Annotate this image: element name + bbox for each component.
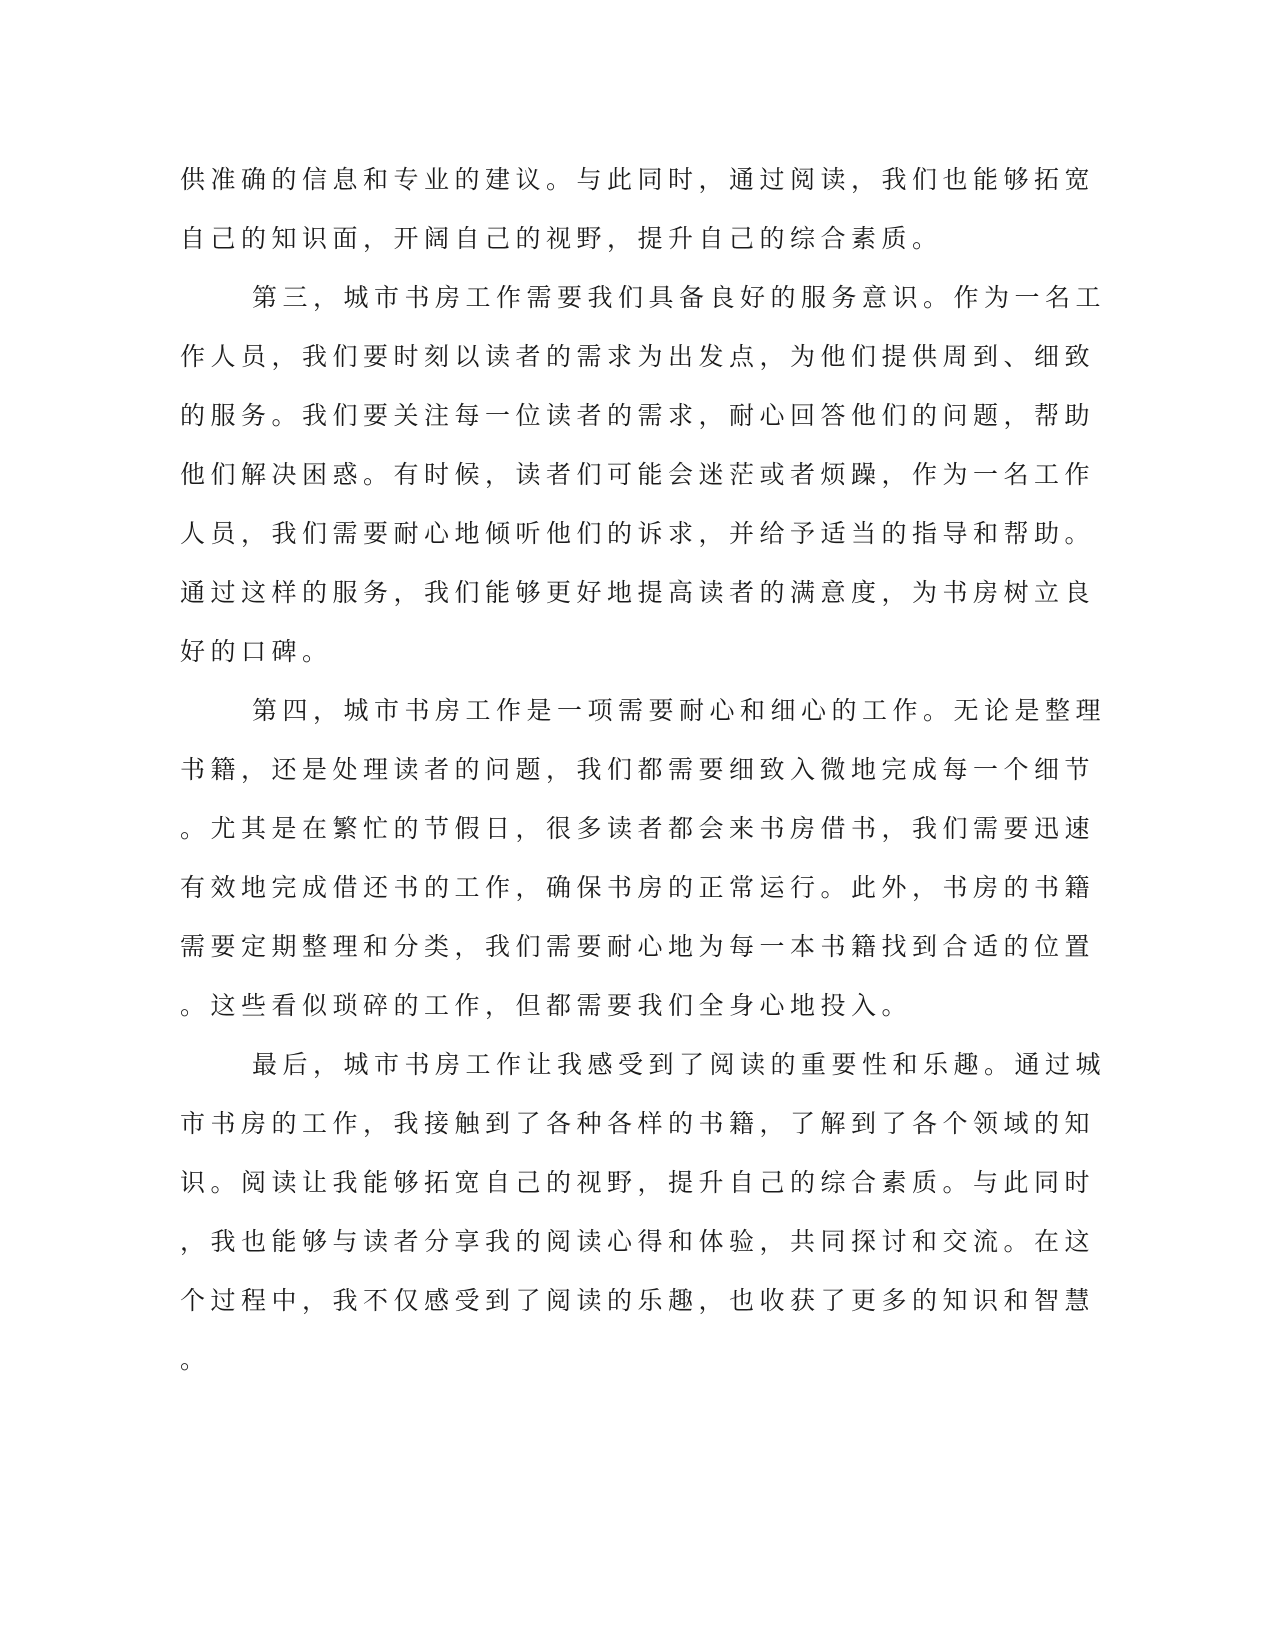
text-line: 自己的知识面，开阔自己的视野，提升自己的综合素质。 [180, 224, 943, 253]
paragraph-first-line: 最后，城市书房工作让我感受到了阅读的重要性和乐趣。通过城 [252, 1050, 1107, 1079]
text-line: ，我也能够与读者分享我的阅读心得和体验，共同探讨和交流。在这 [180, 1227, 1096, 1256]
text-line: 他们解决困惑。有时候，读者们可能会迷茫或者烦躁，作为一名工作 [180, 460, 1096, 489]
paragraph-first-line: 第四，城市书房工作是一项需要耐心和细心的工作。无论是整理 [252, 696, 1107, 725]
text-line: 个过程中，我不仅感受到了阅读的乐趣，也收获了更多的知识和智慧 [180, 1286, 1096, 1315]
paragraph-first-line: 第三，城市书房工作需要我们具备良好的服务意识。作为一名工 [252, 283, 1107, 312]
text-line: 好的口碑。 [180, 637, 333, 666]
text-line: 需要定期整理和分类，我们需要耐心地为每一本书籍找到合适的位置 [180, 932, 1096, 961]
text-line: 有效地完成借还书的工作，确保书房的正常运行。此外，书房的书籍 [180, 873, 1096, 902]
text-line: 。 [180, 1345, 211, 1374]
text-line: 书籍，还是处理读者的问题，我们都需要细致入微地完成每一个细节 [180, 755, 1096, 784]
text-line: 人员，我们需要耐心地倾听他们的诉求，并给予适当的指导和帮助。 [180, 519, 1096, 548]
text-line: 。这些看似琐碎的工作，但都需要我们全身心地投入。 [180, 991, 913, 1020]
text-line: 通过这样的服务，我们能够更好地提高读者的满意度，为书房树立良 [180, 578, 1096, 607]
text-line: 的服务。我们要关注每一位读者的需求，耐心回答他们的问题，帮助 [180, 401, 1096, 430]
text-line: 识。阅读让我能够拓宽自己的视野，提升自己的综合素质。与此同时 [180, 1168, 1096, 1197]
text-line: 。尤其是在繁忙的节假日，很多读者都会来书房借书，我们需要迅速 [180, 814, 1096, 843]
text-line: 作人员，我们要时刻以读者的需求为出发点，为他们提供周到、细致 [180, 342, 1096, 371]
text-line: 市书房的工作，我接触到了各种各样的书籍，了解到了各个领域的知 [180, 1109, 1096, 1138]
text-line: 供准确的信息和专业的建议。与此同时，通过阅读，我们也能够拓宽 [180, 165, 1096, 194]
